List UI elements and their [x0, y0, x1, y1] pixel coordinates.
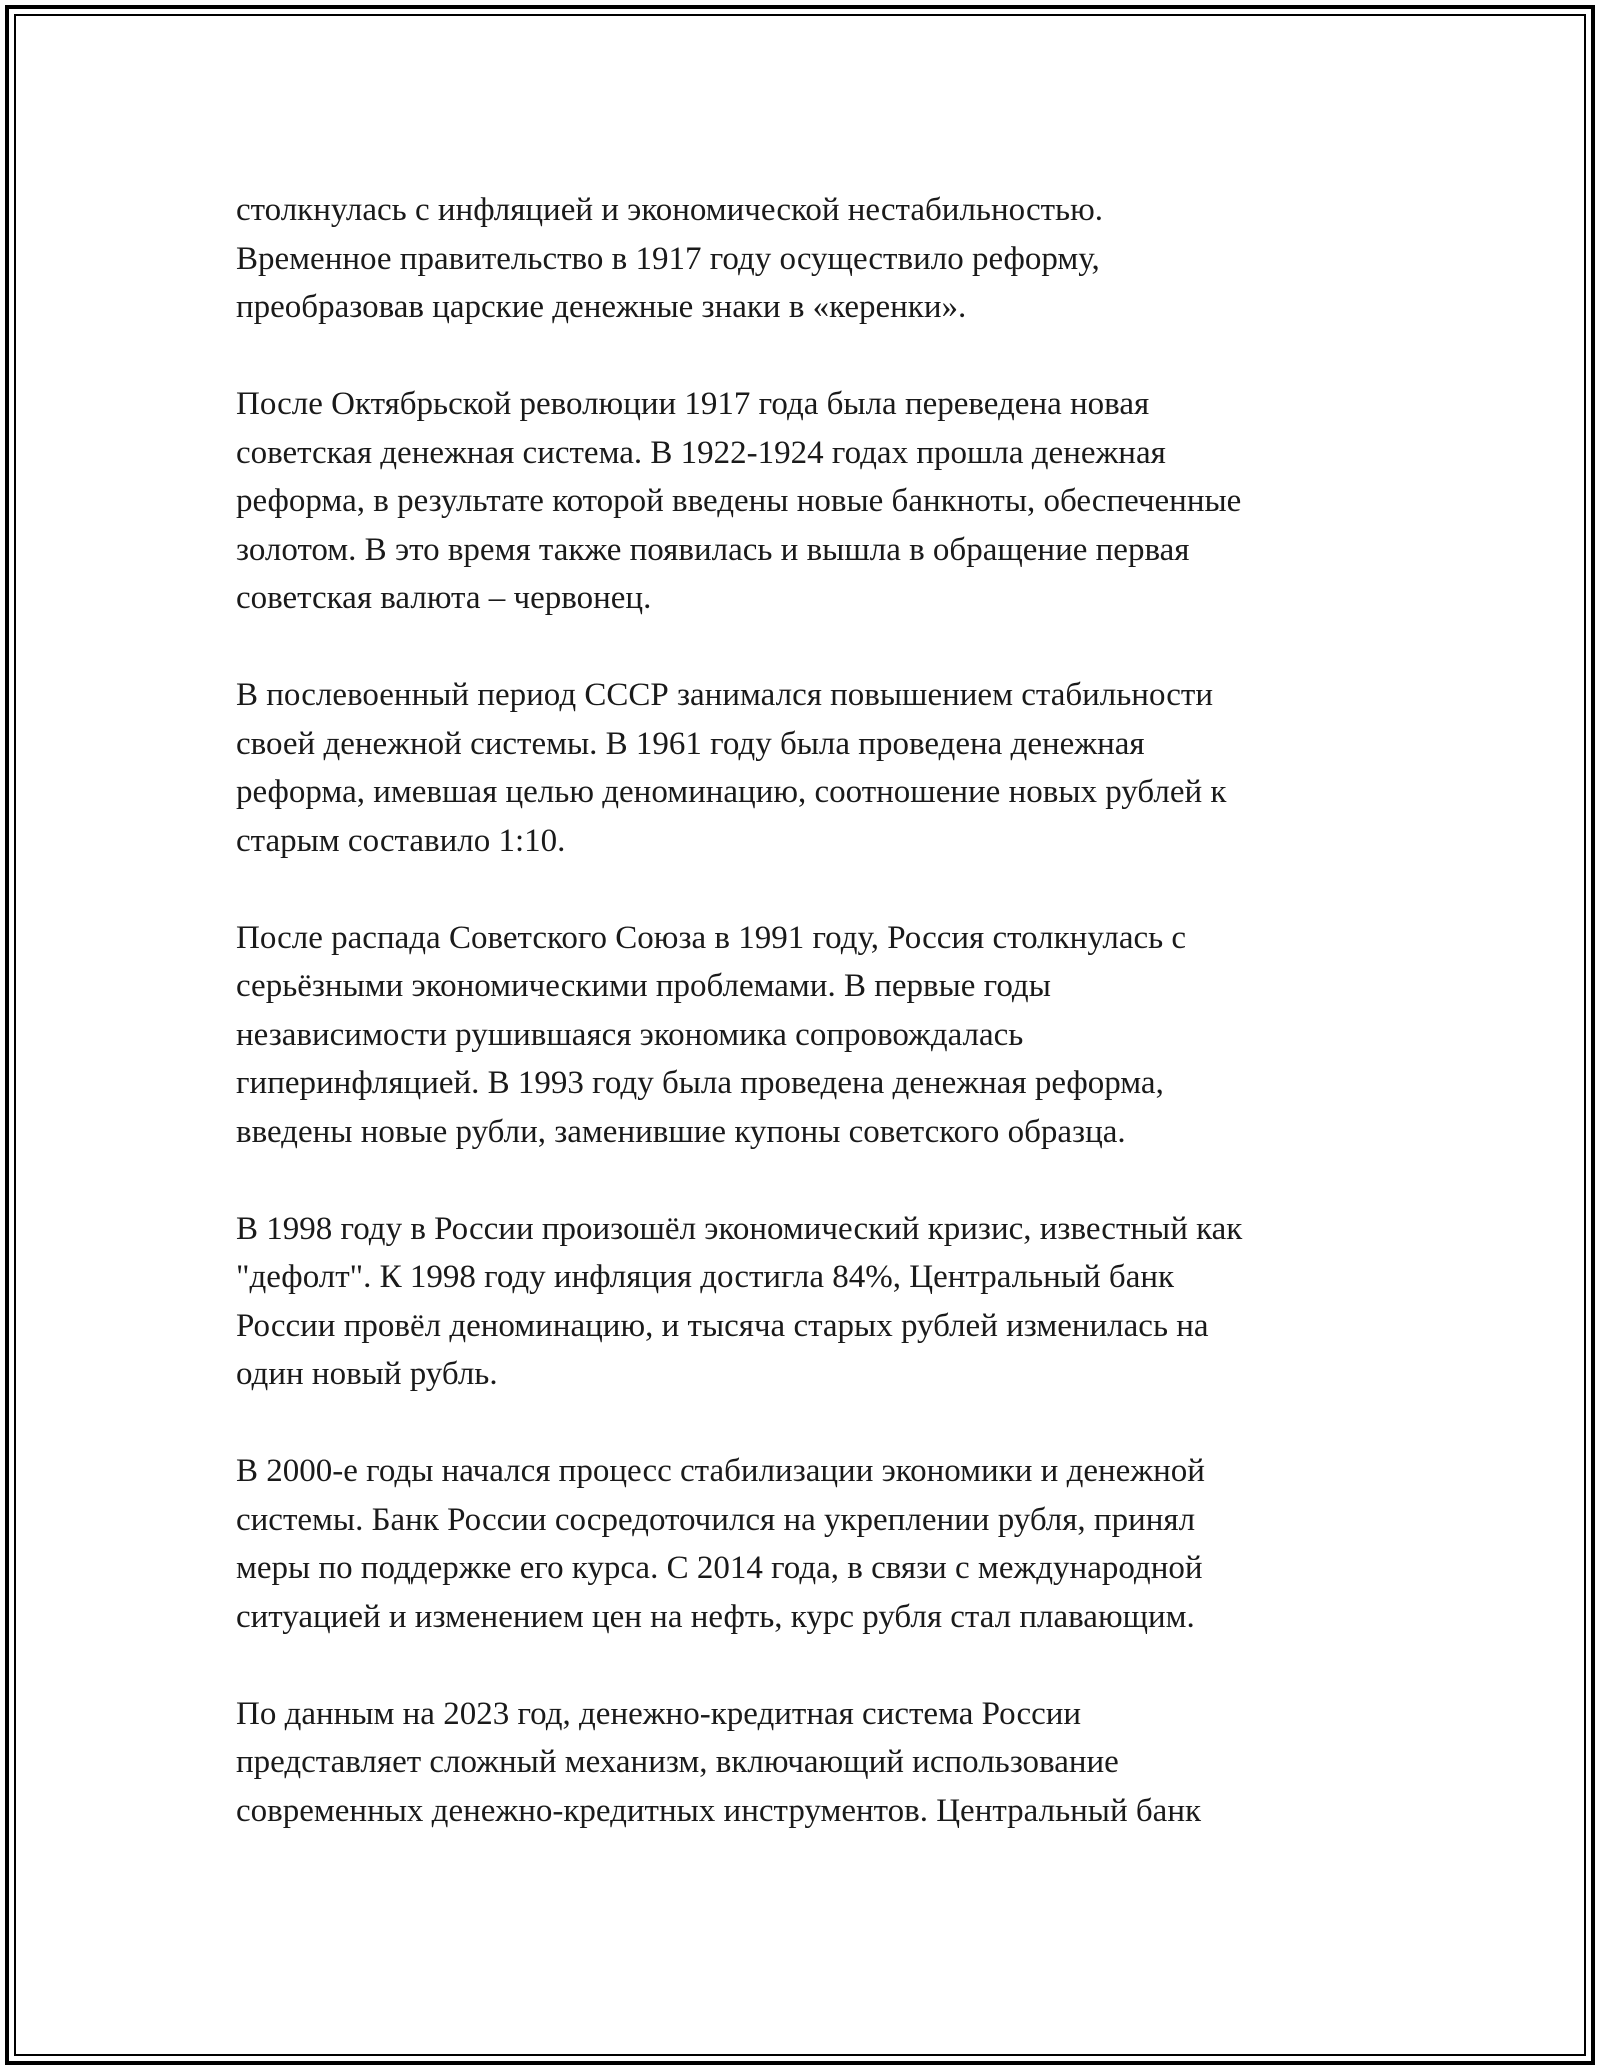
text-line: советская валюта – червонец.	[236, 580, 652, 616]
text-line: Временное правительство в 1917 году осуществило реформу,	[236, 240, 1100, 277]
text-line: старым составило 1:10.	[236, 822, 566, 859]
paragraph	[236, 1205, 1436, 1399]
text-line: ситуацией и изменением цен на нефть, курс рубля стал плавающим.	[236, 1598, 1195, 1635]
paragraph	[236, 914, 1436, 1157]
paragraph	[236, 1447, 1436, 1641]
text-line: введены новые рубли, заменившие купоны советского образца.	[236, 1113, 1126, 1150]
text-line: золотом. В это время также появилась и вышла в обращение первая	[236, 531, 1190, 568]
text-line: один новый рубль.	[236, 1356, 498, 1392]
text-line: преобразовав царские денежные знаки в «керенки».	[236, 289, 967, 325]
document-body	[236, 186, 1436, 1884]
text-line: реформа, имевшая целью деноминацию, соотношение новых рублей к	[236, 774, 1227, 810]
text-line: своей денежной системы. В 1961 году была проведена денежная	[236, 725, 1145, 762]
text-line: После распада Советского Союза в 1991 году, Россия столкнулась с	[236, 919, 1187, 956]
text-line: России провёл деноминацию, и тысяча старых рублей изменилась на	[236, 1307, 1209, 1344]
text-line: меры по поддержке его курса. С 2014 года, в связи с международной	[236, 1550, 1203, 1586]
paragraph	[236, 380, 1436, 623]
text-line: гиперинфляцией. В 1993 году была проведена денежная реформа,	[236, 1065, 1164, 1101]
text-line: серьёзными экономическими проблемами. В первые годы	[236, 968, 1051, 1004]
text-line: системы. Банк России сосредоточился на укреплении рубля, принял	[236, 1501, 1196, 1538]
text-line: По данным на 2023 год, денежно-кредитная система России	[236, 1695, 1082, 1732]
text-line: В 1998 году в России произошёл экономический кризис, известный как	[236, 1210, 1243, 1247]
text-line: "дефолт". К 1998 году инфляция достигла 84%, Центральный банк	[236, 1259, 1175, 1295]
text-line: советская денежная система. В 1922-1924 годах прошла денежная	[236, 434, 1166, 471]
paragraph	[236, 1690, 1436, 1836]
paragraph	[236, 186, 1436, 332]
text-line: реформа, в результате которой введены новые банкноты, обеспеченные	[236, 483, 1242, 519]
paragraph	[236, 671, 1436, 865]
text-line: В 2000-е годы начался процесс стабилизации экономики и денежной	[236, 1453, 1205, 1489]
text-line: В послевоенный период СССР занимался повышением стабильности	[236, 677, 1214, 713]
text-line: современных денежно-кредитных инструментов. Центральный банк	[236, 1792, 1202, 1829]
text-line: столкнулась с инфляцией и экономической нестабильностью.	[236, 192, 1103, 228]
text-line: После Октябрьской революции 1917 года была переведена новая	[236, 386, 1150, 422]
text-line: представляет сложный механизм, включающий использование	[236, 1744, 1119, 1780]
text-line: независимости рушившаяся экономика сопровождалась	[236, 1016, 1024, 1053]
